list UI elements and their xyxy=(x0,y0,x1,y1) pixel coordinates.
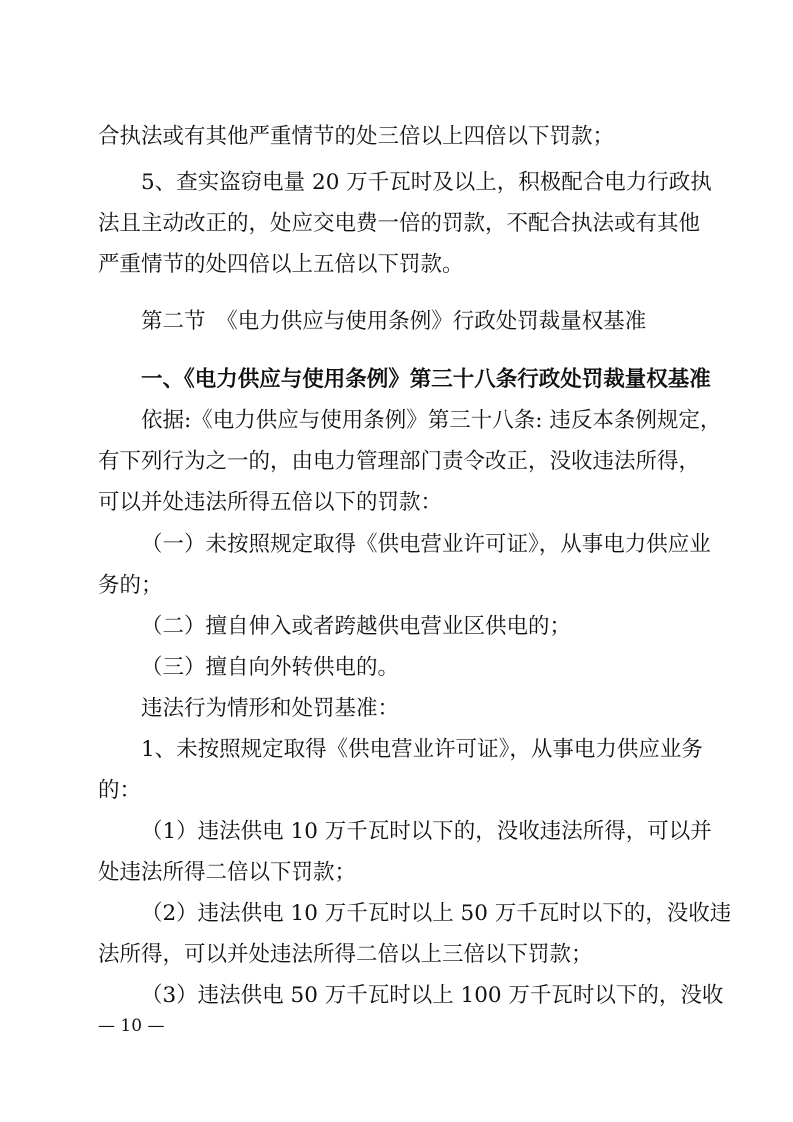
paragraph-line: 可以并处违法所得五倍以下的罚款： xyxy=(98,490,443,515)
list-item-line: （一）未按照规定取得《供电营业许可证》，从事电力供应业 xyxy=(141,532,711,557)
paragraph-line: 1、未按照规定取得《供电营业许可证》，从事电力供应业务 xyxy=(141,737,703,762)
subsection-heading: 一、《电力供应与使用条例》第三十八条行政处罚裁量权基准 xyxy=(141,367,711,392)
paragraph-line: 的： xyxy=(98,778,142,803)
list-item-line: 务的； xyxy=(98,573,163,598)
paragraph-line: 法且主动改正的，处应交电费一倍的罚款，不配合执法或有其他 xyxy=(98,211,701,236)
section-heading: 第二节 《电力供应与使用条例》行政处罚裁量权基准 xyxy=(141,309,647,334)
list-item-line: （1）违法供电 10 万千瓦时以下的，没收违法所得，可以并 xyxy=(141,819,712,844)
list-item-line: （3）违法供电 50 万千瓦时以上 100 万千瓦时以下的，没收 xyxy=(141,983,724,1008)
list-item-line: （2）违法供电 10 万千瓦时以上 50 万千瓦时以下的，没收违 xyxy=(141,901,732,926)
paragraph-line: 有下列行为之一的，由电力管理部门责令改正，没收违法所得， xyxy=(98,449,701,474)
list-item-line: 法所得，可以并处违法所得二倍以上三倍以下罚款； xyxy=(98,942,593,967)
list-item-line: （二）擅自伸入或者跨越供电营业区供电的； xyxy=(141,614,572,639)
paragraph-line: 依据:《电力供应与使用条例》第三十八条: 违反本条例规定， xyxy=(141,408,722,433)
list-item-line: （三）擅自向外转供电的。 xyxy=(141,655,400,680)
paragraph-line: 严重情节的处四倍以上五倍以下罚款。 xyxy=(98,252,464,277)
paragraph-line: 5、查实盗窃电量 20 万千瓦时及以上，积极配合电力行政执 xyxy=(141,170,712,195)
page-number: — 10 — xyxy=(98,1016,165,1036)
list-item-line: 处违法所得二倍以下罚款； xyxy=(98,860,357,885)
paragraph-line: 合执法或有其他严重情节的处三倍以上四倍以下罚款； xyxy=(98,124,615,149)
paragraph-line: 违法行为情形和处罚基准： xyxy=(141,696,400,721)
